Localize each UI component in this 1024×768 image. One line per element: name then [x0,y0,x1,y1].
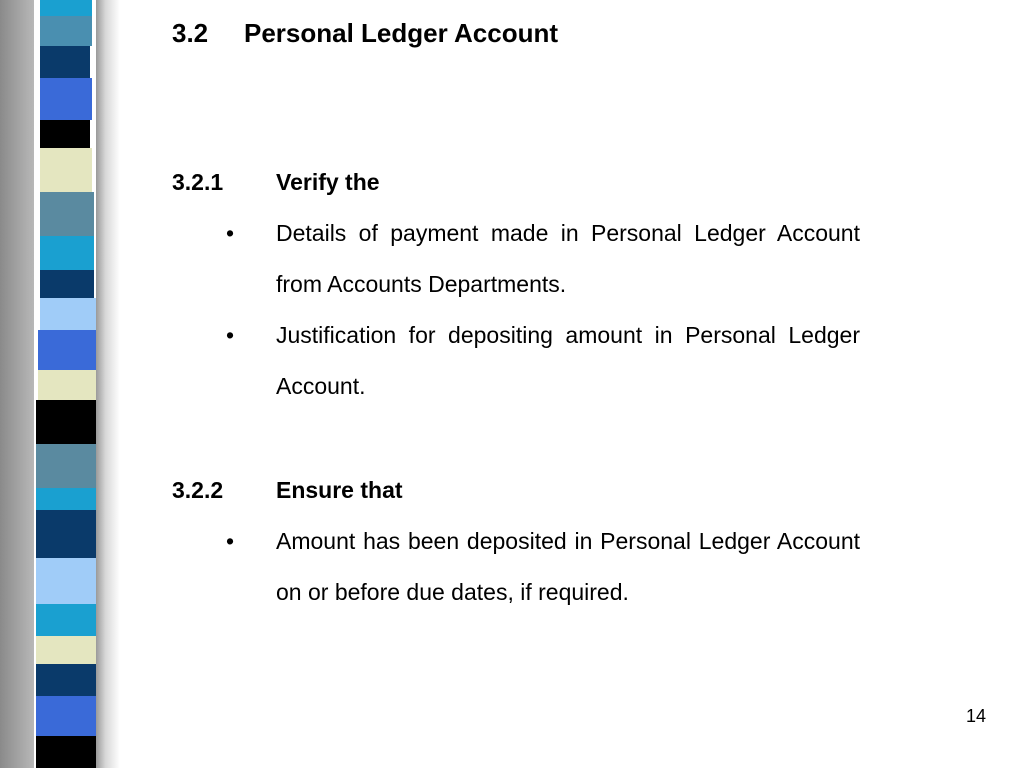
section-heading [172,169,380,196]
stripe-block [40,16,92,46]
stripe-block [40,120,90,148]
list-item [226,208,860,310]
stripe-block [40,270,94,298]
title-number: 3.2 [172,18,209,48]
section-number: 3.2.2 [172,477,224,503]
bullet-icon: • [226,528,235,554]
page-number: 14 [966,706,987,726]
section-heading-text: Ensure that [276,477,403,503]
stripe-block [36,400,96,444]
bullet-text: Justification for depositing amount in Personal Ledger Account. [276,322,860,399]
stripe-block [38,370,96,400]
stripe-block [36,604,96,636]
bullet-text: Amount has been deposited in Personal Ledger Account on or before due dates, if required. [276,528,860,605]
section-heading [172,477,403,504]
stripe-block [36,444,96,488]
bullet-icon: • [226,322,235,348]
stripe-block [40,192,94,236]
stripe-block [36,510,96,558]
decorative-stripe [0,0,120,768]
bullet-icon: • [226,220,235,246]
section-number: 3.2.1 [172,169,224,195]
bullet-text: Details of payment made in Personal Ledger Account from Accounts Departments. [276,220,860,297]
stripe-background [0,0,34,768]
stripe-block [38,330,96,370]
stripe-block [36,664,96,696]
slide-title [172,18,558,49]
stripe-block [36,558,96,604]
stripe-block [40,46,90,78]
list-item [226,310,860,412]
stripe-block [40,78,92,120]
stripe-block [40,236,94,270]
stripe-block [36,636,96,664]
stripe-block [36,736,96,768]
stripe-block [40,298,96,330]
title-text: Personal Ledger Account [244,18,558,48]
stripe-shadow [96,0,120,768]
stripe-block [40,148,92,192]
stripe-block [40,0,92,16]
stripe-block [36,696,96,736]
stripe-block [36,488,96,510]
list-item [226,516,860,618]
section-heading-text: Verify the [276,169,380,195]
